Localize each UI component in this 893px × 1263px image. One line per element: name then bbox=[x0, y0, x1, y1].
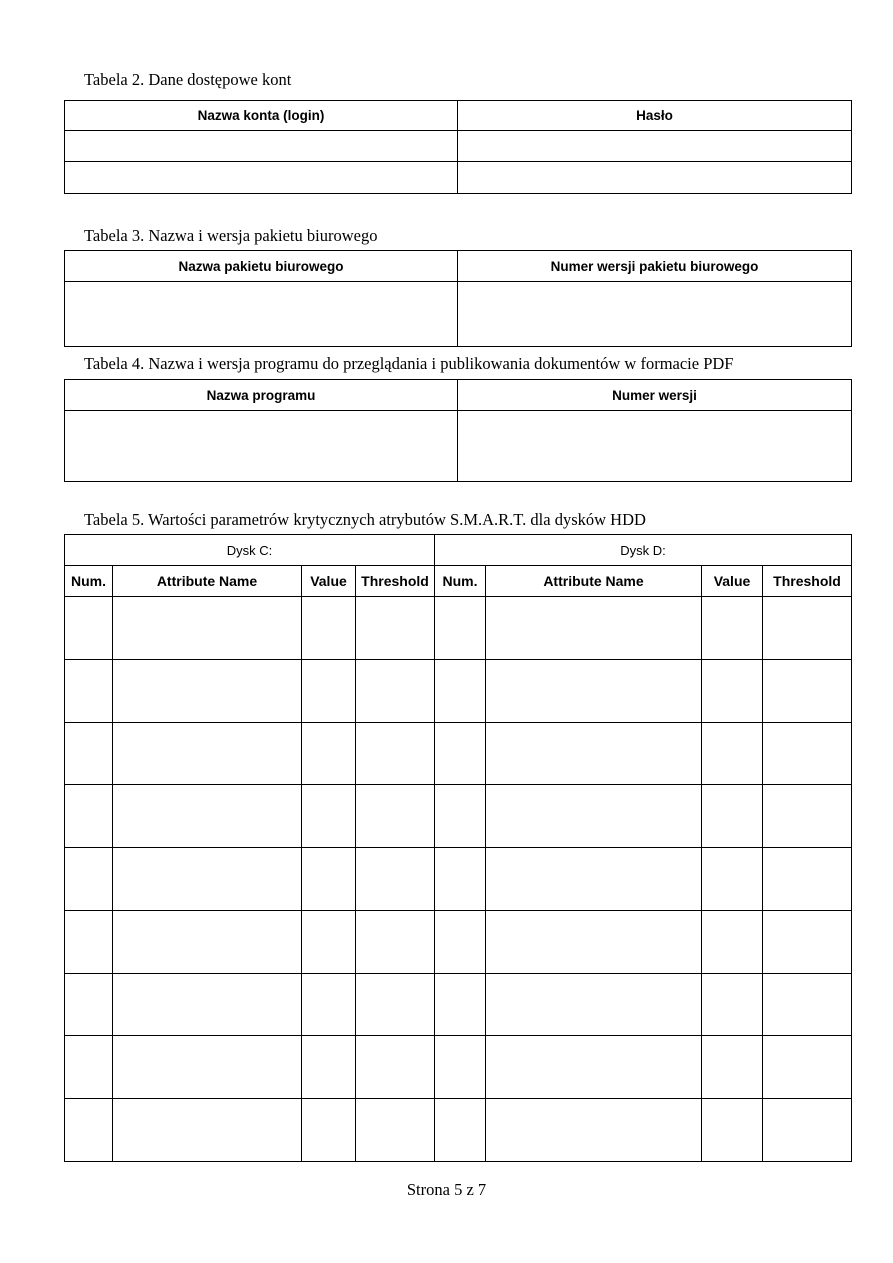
table-row bbox=[65, 911, 852, 974]
smart-cell-d-num[interactable] bbox=[435, 848, 486, 911]
table-row bbox=[65, 1099, 852, 1162]
smart-cell-c-num[interactable] bbox=[65, 597, 113, 660]
column-header-threshold: Threshold bbox=[356, 566, 435, 597]
smart-cell-d-threshold[interactable] bbox=[763, 974, 852, 1036]
smart-cell-d-threshold[interactable] bbox=[763, 911, 852, 974]
table-row bbox=[65, 974, 852, 1036]
smart-cell-c-value[interactable] bbox=[302, 723, 356, 785]
smart-cell-c-num[interactable] bbox=[65, 848, 113, 911]
smart-cell-d-threshold[interactable] bbox=[763, 723, 852, 785]
table4-header-version: Numer wersji bbox=[458, 380, 852, 411]
smart-cell-d-threshold[interactable] bbox=[763, 597, 852, 660]
smart-cell-d-attribute-name[interactable] bbox=[486, 911, 702, 974]
smart-cell-c-attribute-name[interactable] bbox=[113, 848, 302, 911]
smart-cell-c-threshold[interactable] bbox=[356, 597, 435, 660]
smart-cell-d-attribute-name[interactable] bbox=[486, 1036, 702, 1099]
smart-cell-c-threshold[interactable] bbox=[356, 974, 435, 1036]
smart-cell-c-value[interactable] bbox=[302, 660, 356, 723]
disk-c-header: Dysk C: bbox=[65, 535, 435, 566]
smart-cell-d-value[interactable] bbox=[702, 848, 763, 911]
smart-cell-d-num[interactable] bbox=[435, 597, 486, 660]
smart-cell-c-attribute-name[interactable] bbox=[113, 1099, 302, 1162]
table2-cell-password[interactable] bbox=[458, 131, 852, 162]
smart-cell-d-num[interactable] bbox=[435, 785, 486, 848]
column-header-value: Value bbox=[702, 566, 763, 597]
table-row bbox=[65, 723, 852, 785]
table3 bbox=[64, 250, 852, 347]
smart-cell-c-num[interactable] bbox=[65, 660, 113, 723]
table-row bbox=[65, 785, 852, 848]
smart-cell-c-attribute-name[interactable] bbox=[113, 660, 302, 723]
table4-cell-program-name[interactable] bbox=[65, 411, 458, 482]
table-row bbox=[65, 660, 852, 723]
table4-header-program-name: Nazwa programu bbox=[65, 380, 458, 411]
table2 bbox=[64, 100, 852, 194]
smart-cell-d-value[interactable] bbox=[702, 660, 763, 723]
smart-cell-d-attribute-name[interactable] bbox=[486, 660, 702, 723]
smart-cell-c-value[interactable] bbox=[302, 785, 356, 848]
smart-cell-c-value[interactable] bbox=[302, 1099, 356, 1162]
smart-cell-c-threshold[interactable] bbox=[356, 785, 435, 848]
column-header-threshold: Threshold bbox=[763, 566, 852, 597]
smart-cell-d-threshold[interactable] bbox=[763, 785, 852, 848]
table3-cell-suite-name[interactable] bbox=[65, 282, 458, 347]
column-header-num: Num. bbox=[65, 566, 113, 597]
smart-cell-c-num[interactable] bbox=[65, 911, 113, 974]
table-row bbox=[65, 597, 852, 660]
smart-cell-c-threshold[interactable] bbox=[356, 1036, 435, 1099]
smart-cell-c-threshold[interactable] bbox=[356, 911, 435, 974]
smart-cell-d-value[interactable] bbox=[702, 785, 763, 848]
smart-cell-d-attribute-name[interactable] bbox=[486, 723, 702, 785]
disk-d-header: Dysk D: bbox=[435, 535, 852, 566]
smart-cell-d-num[interactable] bbox=[435, 911, 486, 974]
smart-cell-c-num[interactable] bbox=[65, 723, 113, 785]
smart-rows bbox=[65, 597, 852, 1162]
smart-cell-c-attribute-name[interactable] bbox=[113, 785, 302, 848]
smart-cell-d-attribute-name[interactable] bbox=[486, 785, 702, 848]
smart-cell-d-value[interactable] bbox=[702, 1099, 763, 1162]
smart-cell-c-attribute-name[interactable] bbox=[113, 911, 302, 974]
column-header-num: Num. bbox=[435, 566, 486, 597]
column-header-attribute-name: Attribute Name bbox=[113, 566, 302, 597]
smart-cell-d-value[interactable] bbox=[702, 1036, 763, 1099]
smart-cell-d-threshold[interactable] bbox=[763, 660, 852, 723]
table3-header-suite-version: Numer wersji pakietu biurowego bbox=[458, 251, 852, 282]
smart-cell-d-value[interactable] bbox=[702, 597, 763, 660]
smart-cell-d-threshold[interactable] bbox=[763, 848, 852, 911]
smart-cell-d-threshold[interactable] bbox=[763, 1099, 852, 1162]
table2-cell-login[interactable] bbox=[65, 162, 458, 194]
smart-cell-d-attribute-name[interactable] bbox=[486, 1099, 702, 1162]
smart-cell-d-attribute-name[interactable] bbox=[486, 848, 702, 911]
smart-cell-c-num[interactable] bbox=[65, 785, 113, 848]
smart-cell-d-num[interactable] bbox=[435, 974, 486, 1036]
smart-cell-d-attribute-name[interactable] bbox=[486, 597, 702, 660]
smart-cell-c-attribute-name[interactable] bbox=[113, 597, 302, 660]
smart-cell-d-value[interactable] bbox=[702, 974, 763, 1036]
column-header-attribute-name: Attribute Name bbox=[486, 566, 702, 597]
smart-cell-d-num[interactable] bbox=[435, 660, 486, 723]
table3-cell-suite-version[interactable] bbox=[458, 282, 852, 347]
column-header-value: Value bbox=[302, 566, 356, 597]
smart-cell-c-num[interactable] bbox=[65, 1099, 113, 1162]
smart-cell-c-attribute-name[interactable] bbox=[113, 723, 302, 785]
smart-cell-c-value[interactable] bbox=[302, 974, 356, 1036]
smart-cell-d-value[interactable] bbox=[702, 911, 763, 974]
smart-cell-d-threshold[interactable] bbox=[763, 1036, 852, 1099]
table3-caption: Tabela 3. Nazwa i wersja pakietu biurowego bbox=[84, 226, 378, 245]
smart-cell-c-value[interactable] bbox=[302, 1036, 356, 1099]
table3-header-suite-name: Nazwa pakietu biurowego bbox=[65, 251, 458, 282]
table-row bbox=[65, 848, 852, 911]
smart-cell-d-attribute-name[interactable] bbox=[486, 974, 702, 1036]
table4-cell-version[interactable] bbox=[458, 411, 852, 482]
table2-header-password: Hasło bbox=[458, 101, 852, 131]
smart-cell-c-value[interactable] bbox=[302, 911, 356, 974]
table4 bbox=[64, 379, 852, 482]
table2-cell-login[interactable] bbox=[65, 131, 458, 162]
smart-cell-c-threshold[interactable] bbox=[356, 1099, 435, 1162]
table5-smart bbox=[64, 534, 852, 1162]
smart-cell-c-num[interactable] bbox=[65, 974, 113, 1036]
page-footer: Strona 5 z 7 bbox=[406, 1180, 487, 1199]
smart-cell-c-value[interactable] bbox=[302, 597, 356, 660]
smart-cell-d-num[interactable] bbox=[435, 723, 486, 785]
smart-cell-c-attribute-name[interactable] bbox=[113, 974, 302, 1036]
smart-cell-d-num[interactable] bbox=[435, 1099, 486, 1162]
smart-cell-d-num[interactable] bbox=[435, 1036, 486, 1099]
table2-header-login: Nazwa konta (login) bbox=[65, 101, 458, 131]
smart-cell-c-threshold[interactable] bbox=[356, 723, 435, 785]
table5-caption: Tabela 5. Wartości parametrów krytycznych atrybutów S.M.A.R.T. dla dysków HDD bbox=[84, 510, 646, 529]
smart-cell-c-attribute-name[interactable] bbox=[113, 1036, 302, 1099]
table2-caption: Tabela 2. Dane dostępowe kont bbox=[84, 70, 292, 89]
table4-caption: Tabela 4. Nazwa i wersja programu do przeglądania i publikowania dokumentów w formacie PDF bbox=[84, 354, 734, 373]
table-row bbox=[65, 1036, 852, 1099]
smart-cell-c-threshold[interactable] bbox=[356, 660, 435, 723]
table2-cell-password[interactable] bbox=[458, 162, 852, 194]
smart-cell-c-num[interactable] bbox=[65, 1036, 113, 1099]
smart-cell-d-value[interactable] bbox=[702, 723, 763, 785]
smart-cell-c-value[interactable] bbox=[302, 848, 356, 911]
smart-cell-c-threshold[interactable] bbox=[356, 848, 435, 911]
